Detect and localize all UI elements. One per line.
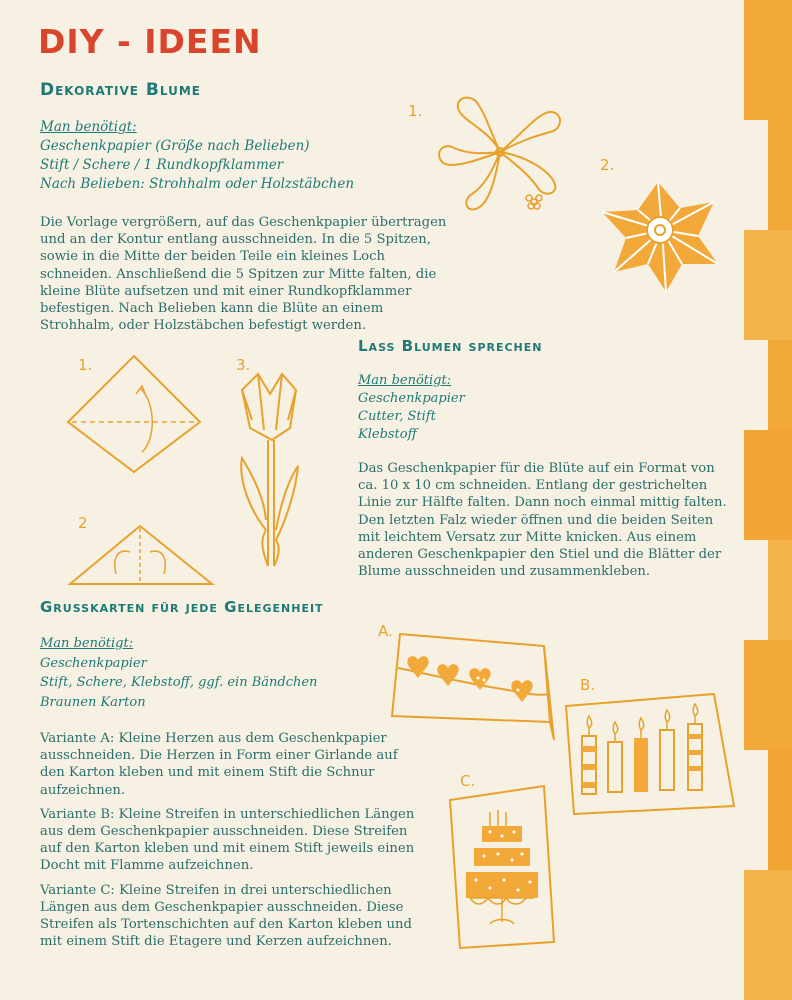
folded-flower-illustration [596,172,726,297]
card-c-cake-illustration [446,782,558,952]
fold-step-2-illustration [68,522,214,588]
figure-label: 2. [600,156,615,174]
material-item: Geschenkpapier (Größe nach Belieben) [40,138,310,154]
instructions-text: Das Geschenkpapier für die Blüte auf ein Format von ca. 10 x 10 cm schneiden. Entlang der gestrichelten Linie zur Hälfte falten. Dann noch einmal mittig falten. Den letzten Falz wieder öffnen und die beiden Seiten mit leichtem Versatz zur Mitte knicken. Aus einem anderen Geschenkpapier den Stiel und die Blätter der Blume ausschneiden und zusammenkleben. [358,461,727,580]
variant-c-text: Variante C: Kleine Streifen in drei unterschiedlichen Längen aus dem Geschenkpapier ausschneiden. Diese Streifen als Tortenschichten auf den Karton kleben und mit einem Stift die Etagere und Kerzen aufzeichnen. [40,882,412,950]
material-item: Cutter, Stift [358,409,436,424]
materials-list-flower [40,118,360,194]
materials-list-greeting-cards [40,634,340,712]
material-item: Braunen Karton [40,694,146,710]
instructions-flower [40,214,452,341]
materials-label: Man benötigt: [40,119,137,135]
figure-label: C. [460,772,476,790]
paper-tulip-illustration [230,370,310,570]
variants-greeting-cards [40,730,420,957]
instructions-flowers-speak [358,460,730,587]
section-title-flowers-speak: Lass Blumen sprechen [358,337,543,355]
material-item: Stift, Schere, Klebstoff, ggf. ein Bändchen [40,675,318,690]
material-item: Geschenkpapier [40,655,147,671]
variant-b-text: Variante B: Kleine Streifen in unterschiedlichen Längen aus dem Geschenkpapier ausschneiden. Diese Streifen auf den Karton kleben und mit einem Stift jeweils einen Docht mit Flamme aufzeichnen. [40,806,415,874]
figure-label: B. [580,676,596,694]
flower-template-illustration [430,90,570,220]
figure-label: 1. [408,102,423,120]
figure-label: 2 [78,514,88,532]
card-b-candles-illustration [564,690,736,818]
page-title: DIY - IDEEN [38,22,262,61]
figure-label: 1. [78,356,93,374]
section-title-greeting-cards: Grusskarten für jede Gelegenheit [40,598,324,616]
material-item: Stift / Schere / 1 Rundkopfklammer [40,157,284,173]
decorative-side-stripe [744,0,792,1000]
figure-label: 3. [236,356,251,374]
card-a-hearts-illustration [388,628,568,748]
fold-step-1-illustration [64,352,204,476]
variant-a-text: Variante A: Kleine Herzen aus dem Geschenkpapier ausschneiden. Die Herzen in Form einer Girlande auf den Karton kleben und mit einem Stift die Schnur aufzeichnen. [40,731,398,798]
materials-label: Man benötigt: [358,373,452,388]
figure-label: A. [378,622,393,640]
material-item: Klebstoff [358,427,417,442]
materials-list-flowers-speak [358,372,558,444]
material-item: Geschenkpapier [358,391,465,406]
material-item: Nach Belieben: Strohhalm oder Holzstäbchen [40,176,355,192]
materials-label: Man benötigt: [40,636,134,651]
section-title-flower: Dekorative Blume [40,80,201,100]
instructions-text: Die Vorlage vergrößern, auf das Geschenkpapier übertragen und an der Kontur entlang ausschneiden. In die 5 Spitzen, sowie in die Mitte der beiden Teile ein kleines Loch schneiden. Anschließend die 5 Spitzen zur Mitte falten, die kleine Blüte aufsetzen und mit einer Rundkopfklammer befestigen. Nach Belieben kann die Blüte an einem Strohhalm, oder Holzstäbchen befestigt werden. [40,215,447,334]
